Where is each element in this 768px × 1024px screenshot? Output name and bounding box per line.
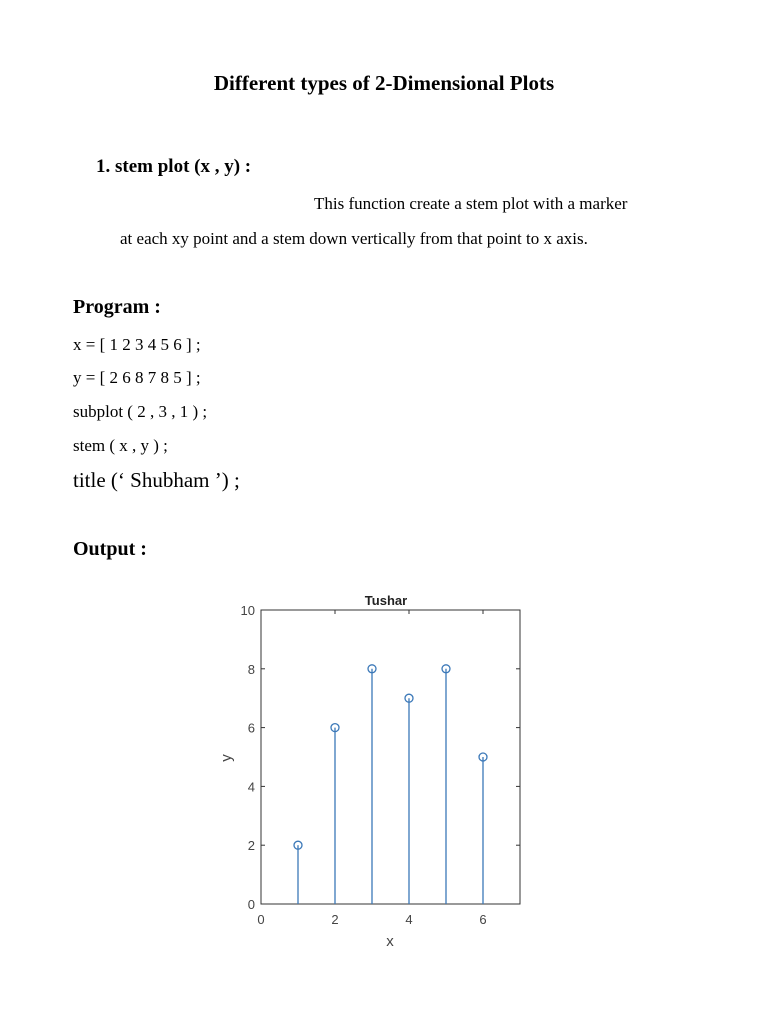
y-tick-label: 4 — [247, 779, 255, 795]
code-line-2: y = [ 2 6 8 7 8 5 ] ; — [73, 368, 201, 387]
section-heading: 1. stem plot (x , y) : — [96, 156, 252, 177]
x-axis-label: x — [386, 933, 394, 950]
plot-area — [241, 603, 520, 927]
x-tick-label: 0 — [257, 912, 265, 927]
axes-box — [261, 610, 520, 904]
description-line-2: at each xy point and a stem down vertically from that point to x axis. — [120, 229, 588, 248]
program-heading: Program : — [73, 296, 161, 318]
code-line-1: x = [ 1 2 3 4 5 6 ] ; — [73, 335, 201, 354]
y-tick-label: 8 — [247, 661, 255, 677]
y-axis-label: y — [218, 754, 235, 762]
description-line-1: This function create a stem plot with a marker — [314, 194, 628, 213]
x-tick-label: 4 — [405, 912, 413, 927]
y-tick-label: 6 — [247, 720, 255, 736]
x-tick-label: 2 — [331, 912, 339, 927]
code-line-4: stem ( x , y ) ; — [73, 436, 168, 455]
x-tick-label: 6 — [479, 912, 487, 927]
y-tick-label: 10 — [240, 603, 255, 618]
chart-title: Tushar — [364, 593, 408, 608]
y-tick-label: 2 — [247, 838, 255, 854]
output-heading: Output : — [73, 538, 147, 560]
page-title: Different types of 2-Dimensional Plots — [213, 71, 555, 95]
code-line-3: subplot ( 2 , 3 , 1 ) ; — [73, 402, 208, 421]
y-tick-label: 0 — [247, 897, 255, 912]
code-line-5: title (‘ Shubham ’) ; — [73, 468, 240, 492]
